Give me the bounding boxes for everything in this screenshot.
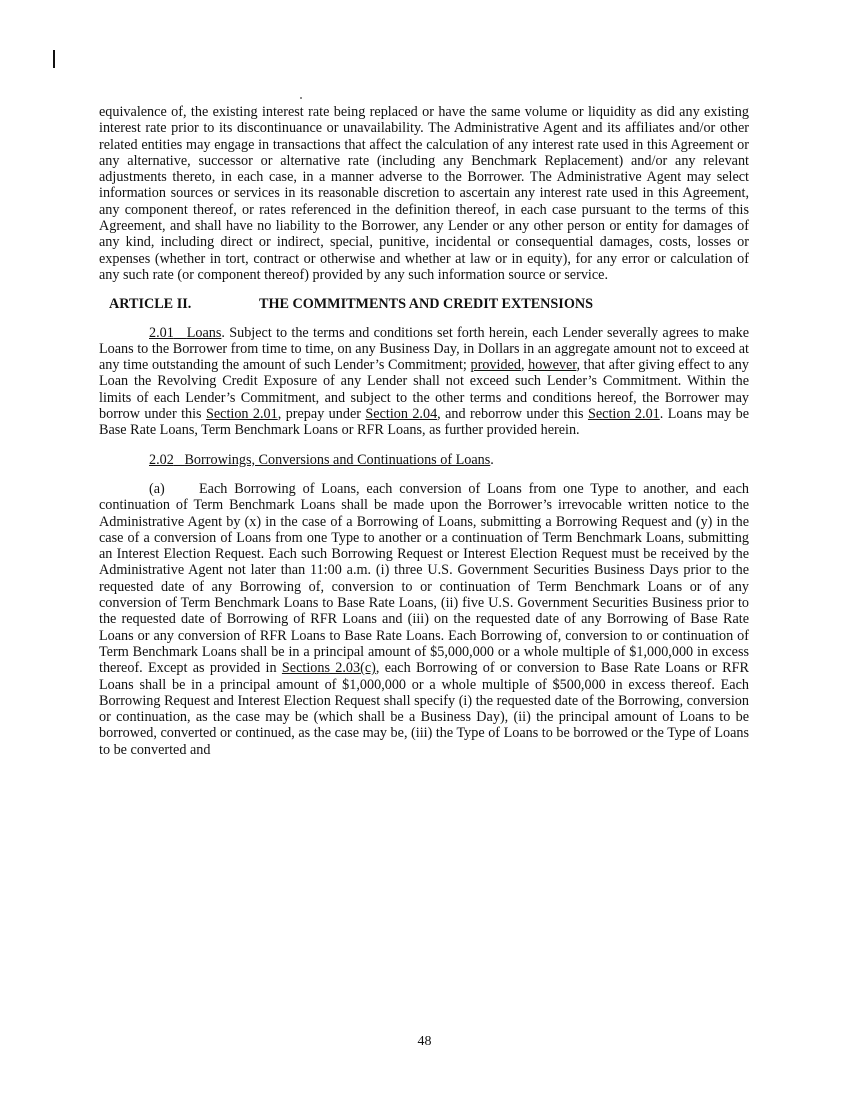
section-2-01-text: , prepay under: [277, 406, 366, 423]
article-number: ARTICLE II.: [109, 296, 192, 313]
continuation-paragraph: equivalence of, the existing interest rate being replaced or have the same volume or liquidity as did any existing interest rate prior to its discontinuance or unavailability. The Administrative Agent and its affiliates and/or other related entities may engage in transactions that affect the calculation of any interest rate used in this Agreement or any alternative, successor or alternative rate (including any Benchmark Replacement) and/or any relevant adjustments thereto, in each case, in a manner adverse to the Borrower. The Administrative Agent may select information sources or services in its reasonable discretion to ascertain any interest rate used in this Agreement, any component thereof, or rates referenced in the definition thereof, in each case pursuant to the terms of this Agreement, and shall have no liability to the Borrower, any Lender or any other person or entity for damages of any kind, including direct or indirect, special, punitive, incidental or consequential damages, costs, losses or expenses (whether in tort, contract or otherwise and whether at law or in equity), for any error or calculation of any such rate (or component thereof) provided by any such information source or service.: [99, 104, 749, 283]
section-2-02-heading-underlined: [149, 452, 490, 468]
heading-period: .: [490, 451, 494, 468]
section-2-02-number: 2.02: [149, 451, 174, 468]
provided-term: provided: [470, 357, 521, 374]
section-2-01-number: 2.01: [149, 324, 174, 341]
stray-mark: [300, 97, 302, 99]
page-body: [99, 104, 749, 758]
section-2-01-heading: [149, 325, 221, 341]
section-2-02-heading: [99, 452, 749, 468]
page-number: 48: [417, 1034, 432, 1049]
clause-a-text: Each Borrowing of Loans, each conversion of Loans from one Type to another, and each continuation of Term Benchmark Loans shall be made upon the Borrower’s irrevocable written notice to the Administrative Agent by (x) in the case of a Borrowing of Loans, submitting a Borrowing Request and (y) in the case of a conversion of Loans from one Type to another or a continuation of Term Benchmark Loans, submitting an Interest Election Request. Each such Borrowing Request or Interest Election Request must be received by the Administrative Agent not later than 11:00 a.m. (i) three U.S. Government Securities Business Days prior to the requested date of any Borrowing of, conversion to or continuation of Term Benchmark Loans or of any conversion of Term Benchmark Loans to Base Rate Loans, (ii) five U.S. Government Securities Business prior to the requested date of Borrowing of RFR Loans and (iii) on the requested date of any Borrowing of Base Rate Loans or any conversion of RFR Loans to Base Rate Loans. Each Borrowing of, conversion to or continuation of Term Benchmark Loans shall be in a principal amount of $5,000,000 or a whole multiple of $1,000,000 in excess thereof. Except as provided in: [99, 480, 749, 677]
section-2-01: [99, 325, 749, 439]
section-2-02-title: Borrowings, Conversions and Continuations of Loans: [184, 451, 491, 468]
section-2-01-text: . Loans may be Base Rate Loans, Term Benchmark Loans or RFR Loans, as further provided herein.: [99, 406, 749, 439]
cross-reference: Sections 2.03(c): [281, 660, 376, 677]
section-2-01-text: . Subject to the terms and conditions set forth herein, each Lender severally agrees to make Loans to the Borrower from time to time, on any Business Day, in Dollars in an aggregate amount not to exceed at any time outstanding the amount of such Lender’s Commitment;: [99, 324, 750, 374]
section-2-01-text: , and reborrow under this: [437, 406, 588, 423]
cross-reference: Section 2.01: [587, 406, 660, 423]
clause-a: [99, 481, 749, 758]
section-2-01-title: Loans: [186, 324, 222, 341]
clause-a-label: (a): [149, 480, 165, 497]
section-2-01-text: , that after giving effect to any Loan the Revolving Credit Exposure of any Lender shall not exceed such Lender’s Commitment. Within the limits of each Lender’s Commitment, and subject to the other terms and conditions hereof, the Borrower may borrow under this: [99, 357, 749, 423]
article-heading: [99, 296, 749, 312]
separator: ,: [520, 357, 529, 374]
clause-a-text: , each Borrowing of or conversion to Base Rate Loans or RFR Loans shall be in a principal amount of $1,000,000 or a whole multiple of $500,000 in excess thereof. Each Borrowing Request and Interest Election Request shall specify (i) the requested date of the Borrowing, conversion or continuation, as the case may be (which shall be a Business Day), (ii) the principal amount of Loans to be borrowed, converted or continued, as the case may be, (iii) the Type of Loans to be borrowed or the Type of Loans to be converted and: [99, 660, 749, 758]
article-title: THE COMMITMENTS AND CREDIT EXTENSIONS: [259, 296, 593, 313]
revision-bar: [53, 50, 55, 68]
however-term: however: [528, 357, 577, 374]
cross-reference: Section 2.01: [205, 406, 278, 423]
cross-reference: Section 2.04: [365, 406, 438, 423]
